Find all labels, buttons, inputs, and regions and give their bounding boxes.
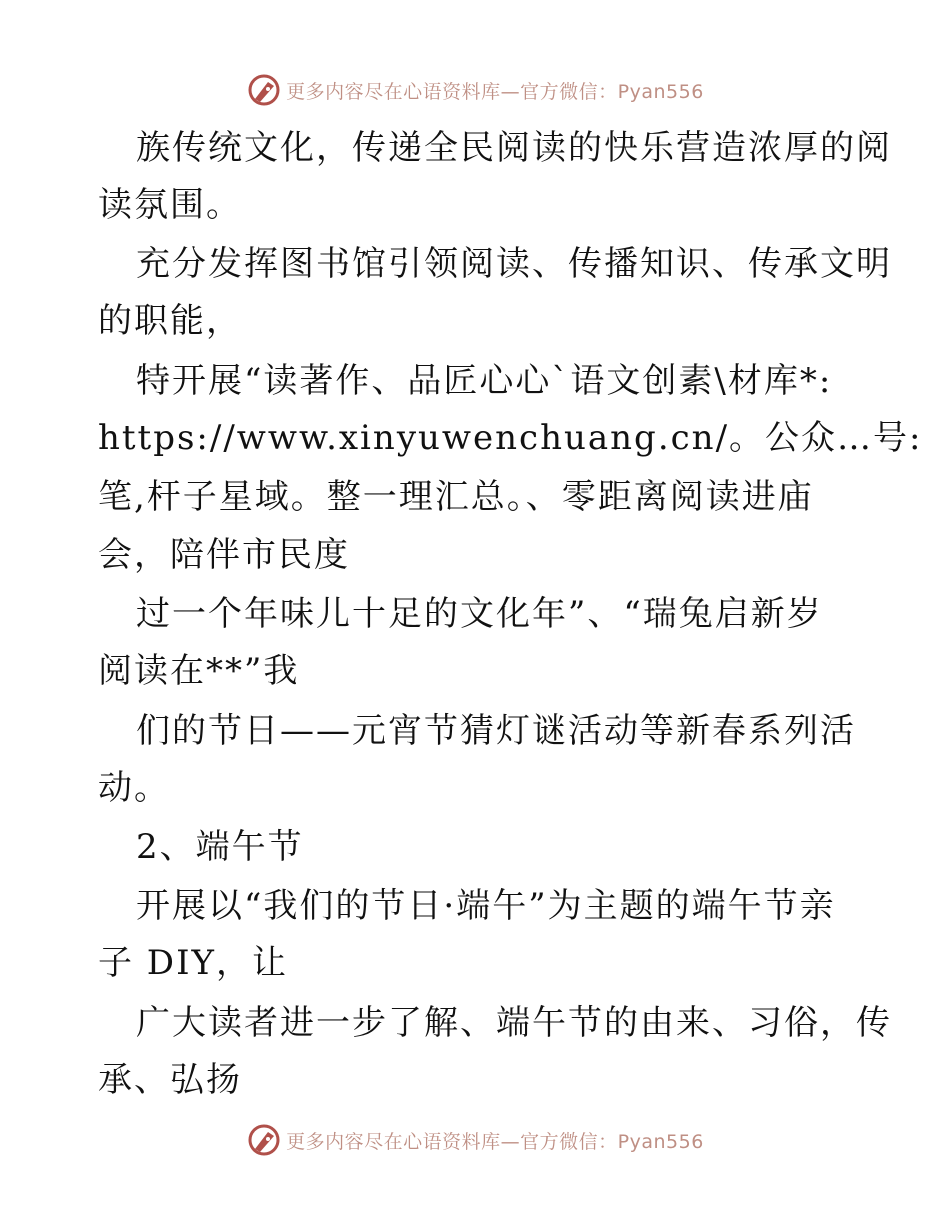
watermark-text: 更多内容尽在心语资料库—官方微信：Pyan556 [286,1130,704,1153]
section-heading: 2、端午节 [136,827,304,867]
paragraph-line: 们的节日——元宵节猜灯谜活动等新春系列活 [136,711,856,751]
paragraph-line: 承、弘扬 [98,1060,242,1100]
paragraph-line: 特开展“读著作、品匠心心`语文创素\材库*: [136,361,833,401]
paragraph-line: 动。 [98,768,170,808]
paragraph-line: 族传统文化，传递全民阅读的快乐营造浓厚的阅 [136,128,892,168]
paragraph-line: https://www.xinyuwenchuang.cn/。公众…号: [98,418,923,458]
paragraph-line: 阅读在**”我 [98,651,300,691]
paragraph-line: 读氛围。 [98,185,242,225]
watermark-text: 更多内容尽在心语资料库—官方微信：Pyan556 [286,80,704,103]
paragraph-line: 广大读者进一步了解、端午节的由来、习俗，传 [136,1003,892,1043]
paragraph-line: 充分发挥图书馆引领阅读、传播知识、传承文明 [136,244,892,284]
paragraph-line: 会，陪伴市民度 [98,535,350,575]
paragraph-line: 子 DIY，让 [98,943,288,983]
paragraph-line: 的职能， [98,301,242,341]
paragraph-line: 开展以“我们的节日·端午”为主题的端午节亲 [136,886,836,926]
footer-watermark [0,1120,950,1160]
pen-nib-circle-icon [246,1122,282,1158]
paragraph-line: 笔,杆子星域。整一理汇总。、零距离阅读进庙 [98,477,814,517]
paragraph-line: 过一个年味儿十足的文化年”、“瑞兔启新岁 [136,594,823,634]
